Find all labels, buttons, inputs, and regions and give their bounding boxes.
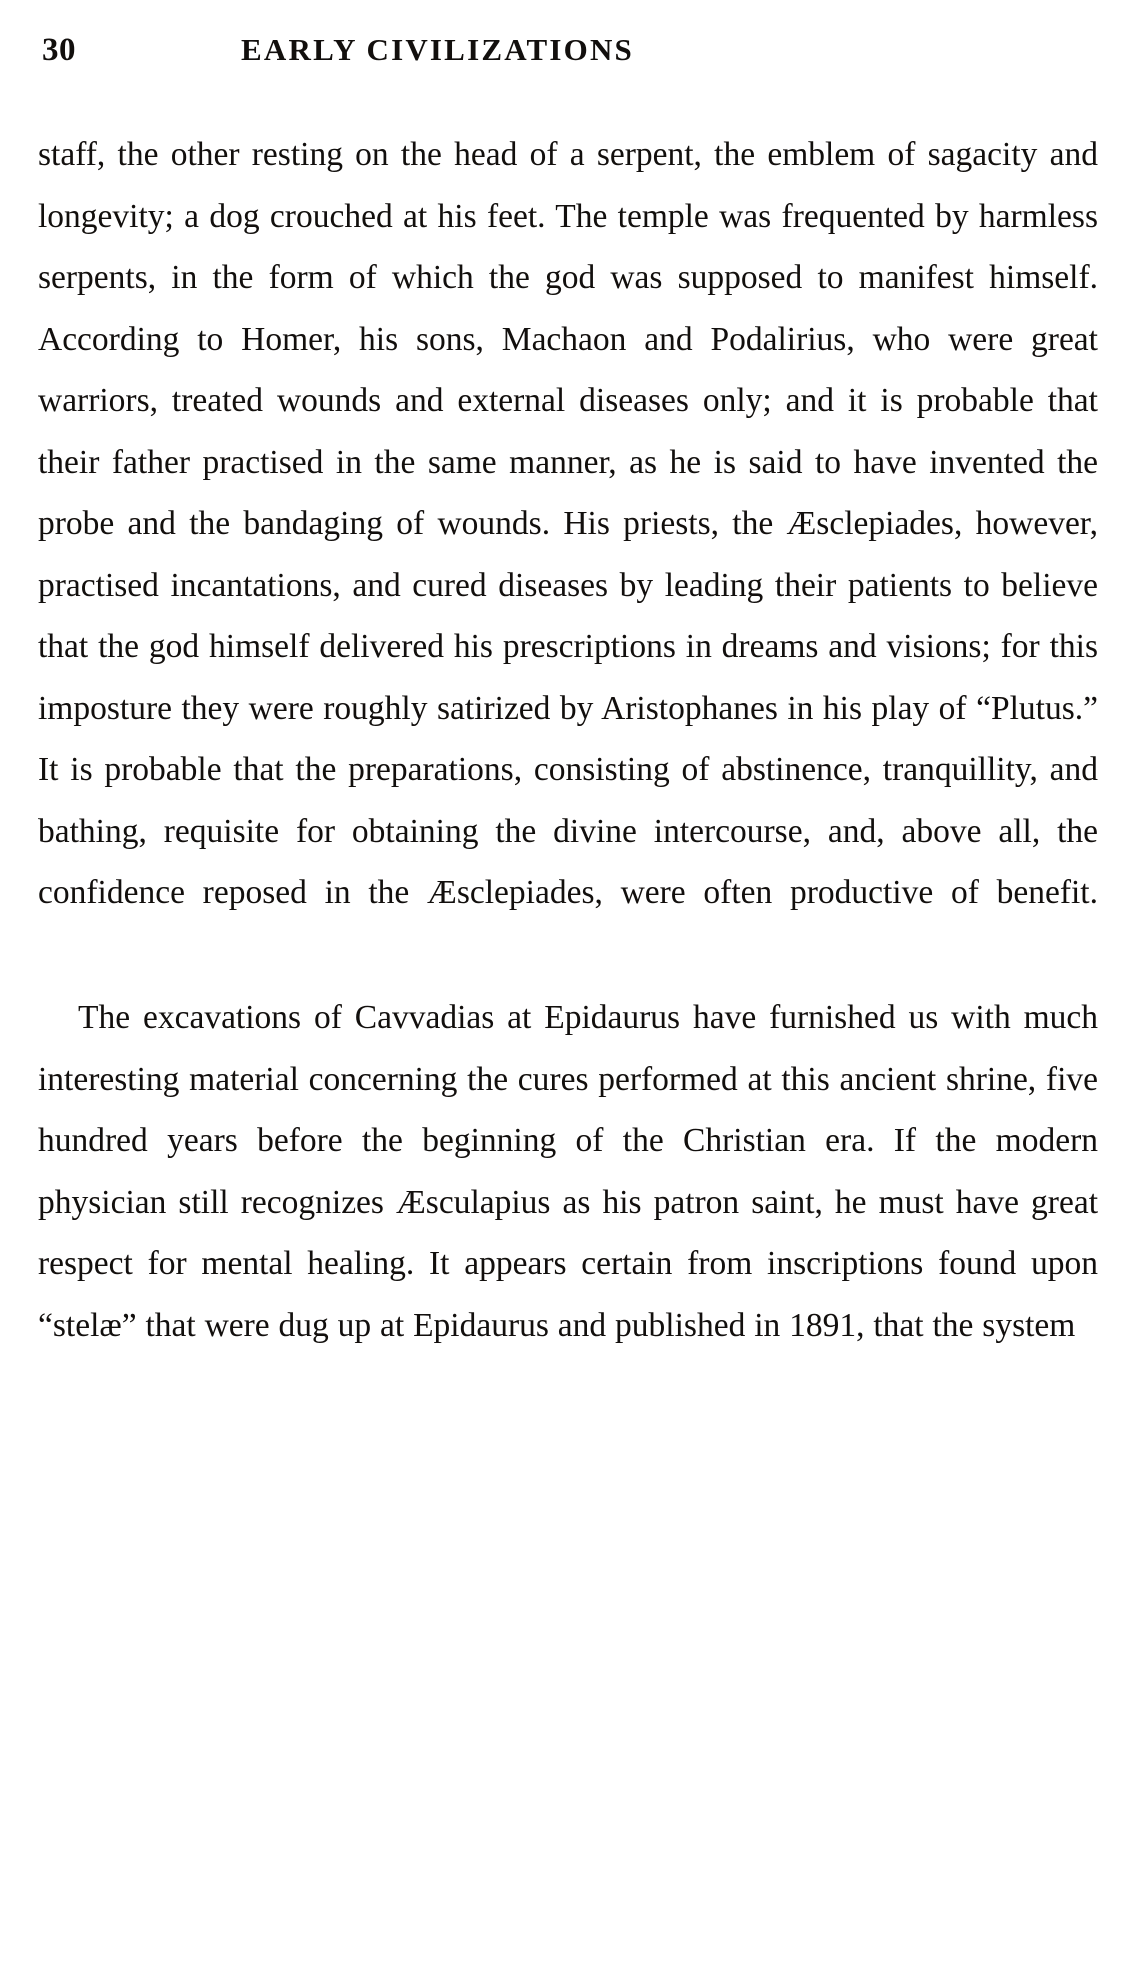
- running-head: [0, 30, 1135, 82]
- page-title: EARLY CIVILIZATIONS: [241, 32, 634, 67]
- paragraph: staff, the other resting on the head of a serpent, the emblem of sagacity and longevity; a dog crouched at his feet. The temple was frequented by harmless serpents, in the form of which the god was supposed to manifest himself. According to Homer, his sons, Machaon and Podalirius, who were great warriors, treated wounds and external diseases only; and it is probable that their father practised in the same manner, as he is said to have invented the probe and the bandaging of wounds. His priests, the Æsclepiades, however, practised incantations, and cured diseases by leading their patients to believe that the god himself delivered his prescriptions in dreams and visions; for this imposture they were roughly satirized by Aristophanes in his play of “Plutus.” It is probable that the preparations, consisting of abstinence, tranquillity, and bathing, requisite for obtaining the divine intercourse, and, above all, the confidence reposed in the Æsclepiades, were often productive of benefit.: [38, 136, 1098, 911]
- body-text: [38, 124, 1098, 1356]
- paragraph: The excavations of Cavvadias at Epidaurus have furnished us with much interesting material concerning the cures performed at this ancient shrine, five hundred years before the beginning of the Christian era. If the modern physician still recognizes Æsculapius as his patron saint, he must have great respect for mental healing. It appears certain from inscriptions found upon “stelæ” that were dug up at Epidaurus and published in 1891, that the system: [38, 999, 1098, 1344]
- page-number: 30: [42, 32, 76, 68]
